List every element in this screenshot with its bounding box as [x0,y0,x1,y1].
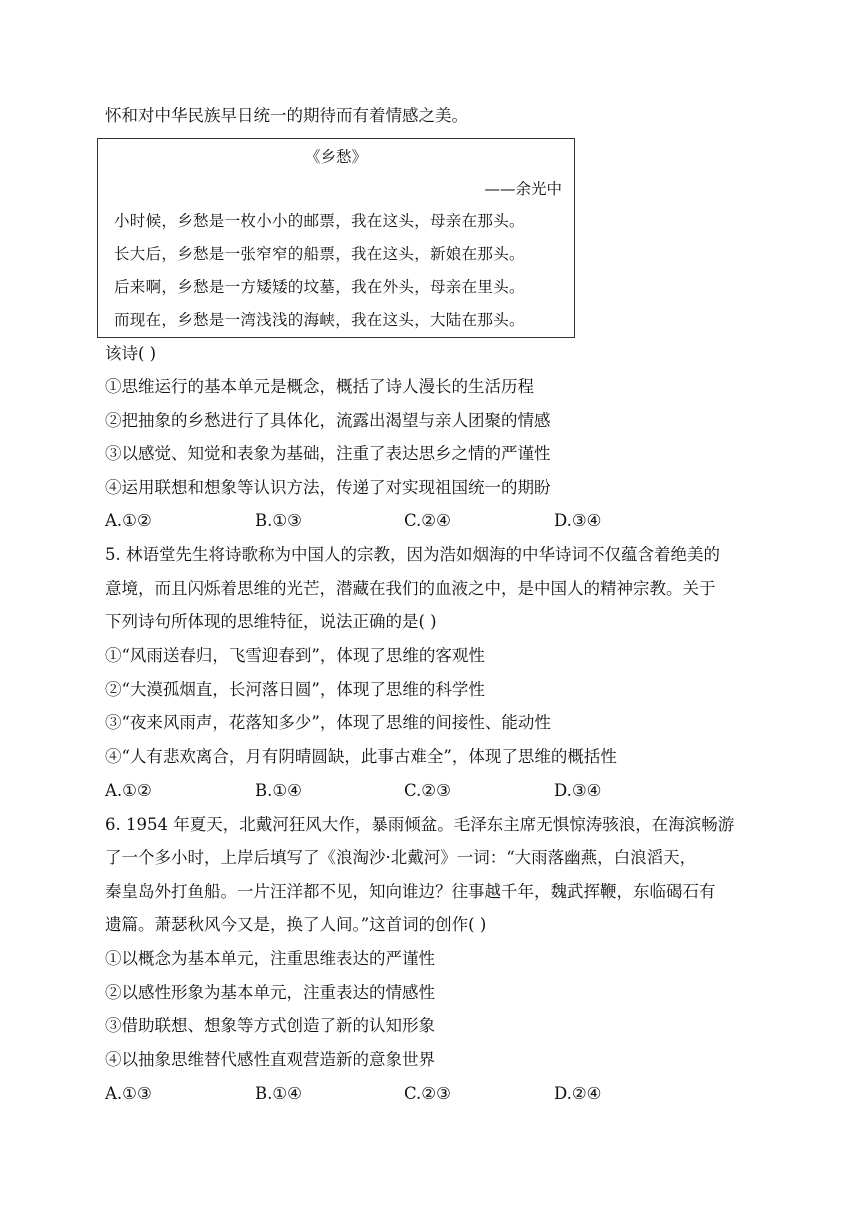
q5-item: ②“大漠孤烟直，长河落日圆”，体现了思维的科学性 [105,680,485,699]
q5-stem-line: 下列诗句所体现的思维特征，说法正确的是( ) [105,612,437,631]
poem-author: ——余光中 [484,180,562,198]
q5-option-d[interactable]: D.③④ [554,781,602,800]
q6-item: ③借助联想、想象等方式创造了新的认知形象 [105,1016,435,1035]
poem-box [97,138,575,338]
q4-options [105,510,705,532]
q5-item: ③“夜来风雨声，花落知多少”，体现了思维的间接性、能动性 [105,713,551,732]
poem-title: 《乡愁》 [304,148,367,166]
q5-option-b[interactable]: B.①④ [255,781,302,800]
q6-item: ④以抽象思维替代感性直观营造新的意象世界 [105,1050,435,1069]
intro-line: 怀和对中华民族早日统一的期待而有着情感之美。 [105,106,468,125]
q4-option-c[interactable]: C.②④ [404,511,451,530]
q6-item: ②以感性形象为基本单元，注重表达的情感性 [105,983,435,1002]
q4-item: ②把抽象的乡愁进行了具体化，流露出渴望与亲人团聚的情感 [105,411,551,430]
q5-stem-line: 5. 林语堂先生将诗歌称为中国人的宗教，因为浩如烟海的中华诗词不仅蕴含着绝美的 [105,545,720,564]
q4-option-a[interactable]: A.①② [105,511,152,530]
q5-options [105,780,705,802]
q4-stem: 该诗( ) [105,344,157,363]
q6-stem-line: 秦皇岛外打鱼船。一片汪洋都不见，知向谁边？往事越千年，魏武挥鞭，东临碣石有 [105,882,716,901]
poem-line: 而现在，乡愁是一湾浅浅的海峡，我在这头，大陆在那头。 [114,311,525,329]
q5-option-c[interactable]: C.②③ [404,781,451,800]
poem-line: 小时候，乡愁是一枚小小的邮票，我在这头，母亲在那头。 [114,212,525,230]
q4-option-b[interactable]: B.①③ [255,511,302,530]
q6-option-a[interactable]: A.①③ [105,1084,152,1103]
q6-stem-line: 6. 1954 年夏天，北戴河狂风大作，暴雨倾盆。毛泽东主席无惧惊涛骇浪，在海滨畅游 [105,815,735,834]
q6-options [105,1083,705,1105]
q6-item: ①以概念为基本单元，注重思维表达的严谨性 [105,949,435,968]
q6-stem-line: 遗篇。萧瑟秋风今又是，换了人间。”这首词的创作( ) [105,915,487,934]
q4-item: ①思维运行的基本单元是概念，概括了诗人漫长的生活历程 [105,377,534,396]
q6-option-d[interactable]: D.②④ [554,1084,602,1103]
q5-item: ①“风雨送春归，飞雪迎春到”，体现了思维的客观性 [105,646,485,665]
q6-stem-line: 了一个多小时，上岸后填写了《浪淘沙·北戴河》一词：“大雨落幽燕，白浪滔天， [105,848,697,867]
q5-option-a[interactable]: A.①② [105,781,152,800]
poem-line: 长大后，乡愁是一张窄窄的船票，我在这头，新娘在那头。 [114,245,525,263]
q6-option-b[interactable]: B.①④ [255,1084,302,1103]
poem-line: 后来啊，乡愁是一方矮矮的坟墓，我在外头，母亲在里头。 [114,278,525,296]
q4-item: ③以感觉、知觉和表象为基础，注重了表达思乡之情的严谨性 [105,444,551,463]
q4-option-d[interactable]: D.③④ [554,511,602,530]
q5-item: ④“人有悲欢离合，月有阴晴圆缺，此事古难全”，体现了思维的概括性 [105,747,617,766]
q6-option-c[interactable]: C.②③ [404,1084,451,1103]
q4-item: ④运用联想和想象等认识方法，传递了对实现祖国统一的期盼 [105,478,551,497]
q5-stem-line: 意境，而且闪烁着思维的光芒，潜藏在我们的血液之中，是中国人的精神宗教。关于 [105,579,716,598]
